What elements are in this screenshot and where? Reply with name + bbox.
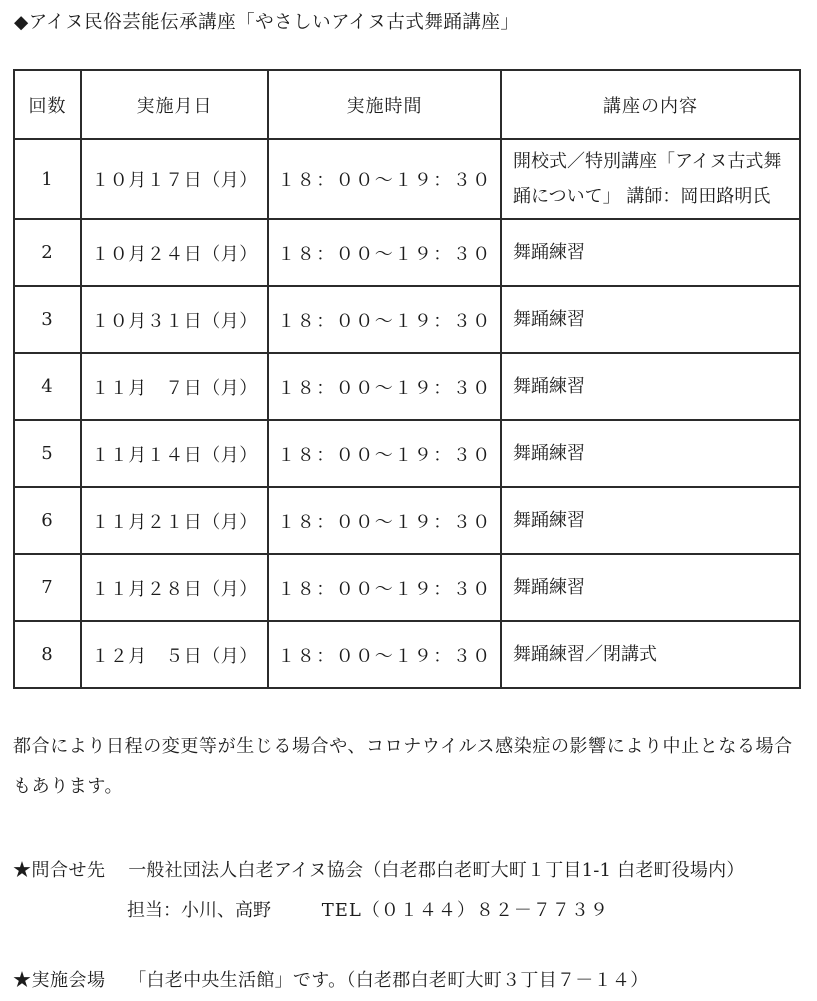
cell-time: １８：００～１９：３０ [268, 420, 501, 487]
cell-session-no: 8 [14, 621, 81, 688]
cell-content: 舞踊練習 [501, 554, 800, 621]
table-row [14, 286, 800, 353]
contact-label: ★問合せ先 [13, 860, 106, 882]
contact-line-1 [13, 851, 803, 891]
header-row [14, 70, 800, 139]
table-row [14, 554, 800, 621]
cell-content: 舞踊練習／閉講式 [501, 621, 800, 688]
header-cell-date: 実施月日 [81, 70, 268, 139]
cell-time: １８：００～１９：３０ [268, 139, 501, 219]
venue-label: ★実施会場 [13, 970, 106, 992]
cell-session-no: 2 [14, 219, 81, 286]
document-title: ◆アイヌ民俗芸能伝承講座「やさしいアイヌ古式舞踊講座」 [14, 12, 520, 33]
cell-date: １２月 ５日（月） [81, 621, 268, 688]
cell-session-no: 4 [14, 353, 81, 420]
cell-content: 開校式／特別講座「アイヌ古式舞踊について」 講師：岡田路明氏 [501, 139, 800, 219]
cell-date: １０月１７日（月） [81, 139, 268, 219]
cell-time: １８：００～１９：３０ [268, 286, 501, 353]
cell-date: １１月 ７日（月） [81, 353, 268, 420]
cell-content: 舞踊練習 [501, 286, 800, 353]
venue-text: 「白老中央生活館」です。（白老郡白老町大町３丁目７－１４） [128, 970, 649, 992]
cell-time: １８：００～１９：３０ [268, 353, 501, 420]
cell-time: １８：００～１９：３０ [268, 554, 501, 621]
header-cell-time: 実施時間 [268, 70, 501, 139]
cell-date: １１月２８日（月） [81, 554, 268, 621]
table-row [14, 420, 800, 487]
cell-date: １０月３１日（月） [81, 286, 268, 353]
cell-content: 舞踊練習 [501, 420, 800, 487]
cell-time: １８：００～１９：３０ [268, 621, 501, 688]
venue-section [13, 961, 803, 1001]
cell-time: １８：００～１９：３０ [268, 487, 501, 554]
table-row [14, 487, 800, 554]
header-cell-content: 講座の内容 [501, 70, 800, 139]
schedule-table [13, 69, 801, 689]
table-row [14, 621, 800, 688]
contact-tel: TEL（０１４４）８２－７７３９ [321, 900, 609, 922]
cell-date: １０月２４日（月） [81, 219, 268, 286]
contact-org: 一般社団法人白老アイヌ協会（白老郡白老町大町１丁目1-1 白老町役場内） [128, 860, 745, 882]
header-cell-session-no: 回数 [14, 70, 81, 139]
cell-session-no: 1 [14, 139, 81, 219]
cell-time: １８：００～１９：３０ [268, 219, 501, 286]
cell-session-no: 7 [14, 554, 81, 621]
cell-content: 舞踊練習 [501, 219, 800, 286]
cell-content: 舞踊練習 [501, 487, 800, 554]
cell-date: １１月２１日（月） [81, 487, 268, 554]
cell-session-no: 6 [14, 487, 81, 554]
note-text: 都合により日程の変更等が生じる場合や、コロナウイルス感染症の影響により中止となる場合もあります。 [13, 736, 793, 798]
contact-staff: 担当：小川、高野 [127, 900, 271, 922]
contact-line-2 [127, 891, 803, 931]
cell-session-no: 5 [14, 420, 81, 487]
contact-section [13, 851, 803, 931]
table-row [14, 353, 800, 420]
cell-session-no: 3 [14, 286, 81, 353]
table-row [14, 219, 800, 286]
cell-date: １１月１４日（月） [81, 420, 268, 487]
schedule-table-header [14, 70, 800, 139]
table-row [14, 139, 800, 219]
cell-content: 舞踊練習 [501, 353, 800, 420]
